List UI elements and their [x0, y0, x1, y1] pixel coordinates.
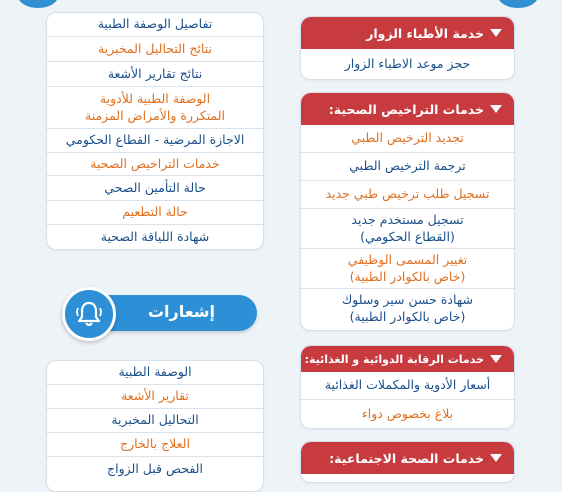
caret-down-icon — [490, 454, 502, 462]
list-item-vaccination-status[interactable]: حالة التطعيم — [47, 201, 263, 225]
list-item-notify-treatment-abroad[interactable]: العلاج بالخارج — [47, 433, 263, 457]
caret-down-icon — [490, 105, 502, 113]
licenses-title: خدمات التراخيص الصحية: — [328, 101, 484, 117]
social-health-card — [300, 441, 515, 483]
list-item-change-title[interactable]: تغيير المسمى الوظيفي (خاص بالكوادر الطبية) — [301, 249, 514, 289]
top-decoration-left — [18, 0, 58, 8]
list-item-register-user[interactable]: تسجيل مستخدم جديد (القطاع الحكومي) — [301, 209, 514, 249]
notifications-title: إشعارات — [147, 302, 215, 321]
list-item-good-conduct[interactable]: شهادة حسن سير وسلوك (خاص بالكوادر الطبية) — [341, 292, 474, 324]
visiting-doctors-header[interactable] — [301, 17, 514, 49]
licenses-card — [300, 92, 515, 331]
list-item-renew-license[interactable]: تجديد الترخيص الطبي — [301, 125, 514, 153]
list-item-prescription-details[interactable]: تفاصيل الوصفة الطبية — [47, 13, 263, 37]
list-item-drug-report[interactable]: بلاغ بخصوص دواء — [361, 405, 454, 421]
caret-down-icon — [490, 355, 502, 363]
notifications-list — [47, 361, 263, 481]
bell-icon — [62, 287, 116, 341]
social-health-header[interactable] — [301, 442, 514, 474]
list-item-insurance-status[interactable]: حالة التأمين الصحي — [47, 176, 263, 201]
list-item-chronic-prescriptions[interactable]: الوصفة الطبية للأدوية المتكررة والأمراض المزمنة — [47, 87, 263, 129]
list-item-lab-results[interactable]: نتائج التحاليل المخبرية — [47, 37, 263, 62]
patient-services-panel — [46, 12, 264, 250]
caret-down-icon — [490, 29, 502, 37]
list-item-drug-prices[interactable]: أسعار الأدوية والمكملات الغذائية — [301, 372, 514, 400]
drug-food-title: خدمات الرقابة الدوائية و الغذائية: — [304, 352, 484, 366]
list-item-notify-radiology[interactable]: تقارير الأشعة — [47, 385, 263, 409]
list-item-health-licenses[interactable]: خدمات التراخيص الصحية — [47, 153, 263, 176]
drug-food-list — [301, 372, 514, 428]
licenses-list — [301, 125, 514, 329]
patient-services-list — [47, 13, 263, 249]
licenses-header[interactable] — [301, 93, 514, 125]
list-item-new-license[interactable]: تسجيل طلب ترخيص طبي جديد — [301, 181, 514, 209]
list-item-book-visiting-doctor[interactable]: حجز موعد الاطباء الزوار — [344, 55, 471, 71]
list-item-fitness-certificate[interactable]: شهادة اللياقة الصحية — [100, 228, 210, 244]
visiting-doctors-list — [301, 49, 514, 79]
drug-food-card — [300, 345, 515, 429]
list-item-sick-leave[interactable]: الاجازة المرضية - القطاع الحكومي — [47, 129, 263, 153]
top-decoration-right — [498, 0, 538, 8]
visiting-doctors-card — [300, 16, 515, 80]
list-item-notify-prescription[interactable]: الوصفة الطبية — [47, 361, 263, 385]
list-item-translate-license[interactable]: ترجمة الترخيص الطبي — [301, 153, 514, 181]
list-item-notify-premarital[interactable]: الفحص قبل الزواج — [107, 460, 203, 476]
social-health-title: خدمات الصحة الاجتماعية: — [329, 450, 484, 466]
notifications-panel — [46, 360, 264, 492]
drug-food-header[interactable] — [301, 346, 514, 372]
visiting-doctors-title: خدمة الأطباء الزوار — [366, 25, 484, 41]
list-item-notify-lab[interactable]: التحاليل المخبرية — [47, 409, 263, 433]
list-item-radiology-results[interactable]: نتائج تقارير الأشعة — [47, 62, 263, 87]
